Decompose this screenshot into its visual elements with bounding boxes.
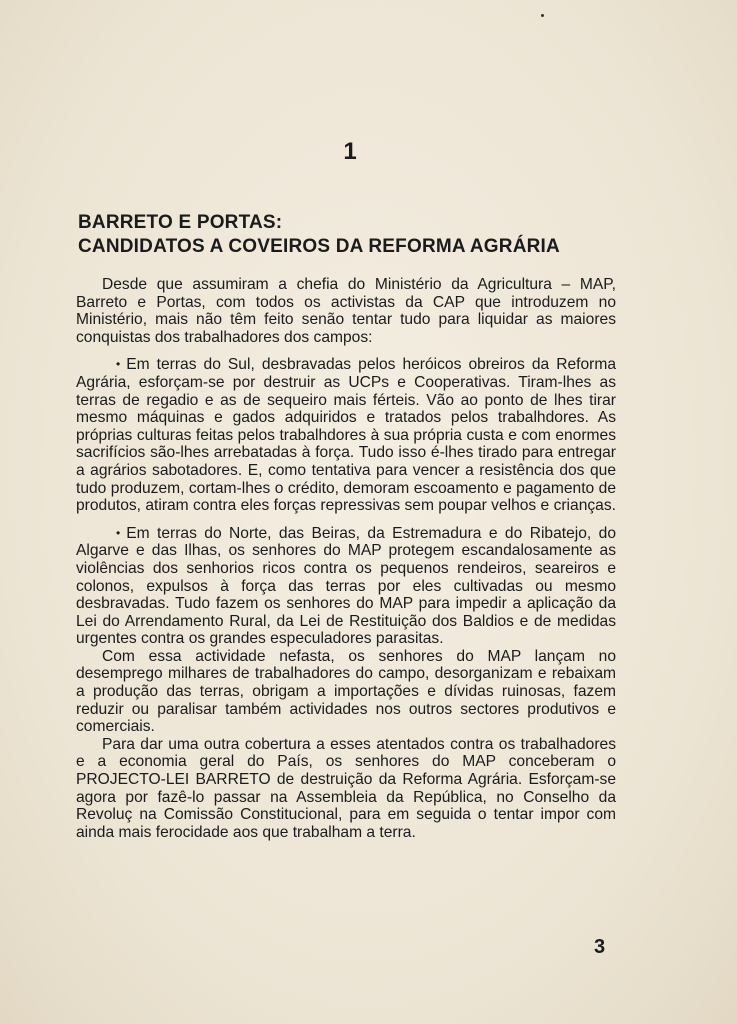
- paragraph-consequences: Com essa actividade nefasta, os senhores do MAP lançam no desemprego milhares de trabalhadores do campo, desorganizam e rebaixam a produção das terras, obrigam a importações e dívidas ruinosas, fazem reduzir ou paralisar também actividades nos outros sectores produtivos e comerciais.: [76, 647, 616, 736]
- chapter-number: 1: [343, 138, 357, 165]
- paragraph-intro: Desde que assumiram a chefia do Ministério da Agricultura – MAP, Barreto e Portas, com todos os activistas da CAP que introduzem no Ministério, mais não têm feito senão tentar tudo para liquidar as maiores conquistas dos trabalhadores dos campos:: [76, 276, 616, 346]
- ink-speck: [541, 14, 544, 17]
- page-number: 3: [594, 936, 606, 958]
- bullet-icon: •: [116, 525, 121, 540]
- body-text: [76, 276, 616, 841]
- paragraph-bullet-north-text: Em terras do Norte, das Beiras, da Estremadura e do Ribatejo, do Algarve e das Ilhas, os senhores do MAP protegem escandalosamente as violências dos senhorios ricos contra os pequenos rendeiros, seareiros e colonos, expulsos à força das terras por eles cultivadas ou mesmo desbravadas. Tudo fazem os senhores do MAP para impedir a aplicação da Lei do Arrendamento Rural, da Lei de Restituição dos Baldios e de medidas urgentes contra os grandes especuladores parasitas.: [76, 524, 616, 648]
- paragraph-bullet-south: [76, 356, 616, 514]
- chapter-heading: [78, 211, 638, 259]
- heading-line-2: CANDIDATOS A COVEIROS DA REFORMA AGRÁRIA: [78, 236, 560, 257]
- heading-line-1: BARRETO E PORTAS:: [78, 212, 283, 233]
- paragraph-project-law: Para dar uma outra cobertura a esses atentados contra os trabalhadores e a economia geral do País, os senhores do MAP conceberam o PROJECTO-LEI BARRETO de destruição da Reforma Agrária. Esforçam-se agora por fazê-lo passar na Assembleia da República, no Conselho da Revoluç na Comissão Constitucional, para em seguida o tentar impor com ainda mais ferocidade aos que trabalham a terra.: [76, 735, 616, 841]
- paragraph-bullet-south-text: Em terras do Sul, desbravadas pelos heróicos obreiros da Reforma Agrária, esforçam-se por destruir as UCPs e Cooperativas. Tiram-lhes as terras de regadio e as de sequeiro mais férteis. Vão ao ponto de lhes tirar mesmo máquinas e gados adquiridos e tratados pelos trabalhdores. As próprias culturas feitas pelos trabalhdores à sua própria custa e com enormes sacrifícios são-lhes arrebatadas à força. Tudo isso é-lhes tirado para entregar a agrários sabotadores. E, como tentativa para vencer a resistência dos que tudo produzem, cortam-lhes o crédito, demoram escoamento e pagamento de produtos, atiram contra eles forças repressivas sem poupar velhos e crianças.: [76, 356, 616, 515]
- bullet-icon: •: [116, 357, 121, 372]
- paragraph-bullet-north: [76, 525, 616, 648]
